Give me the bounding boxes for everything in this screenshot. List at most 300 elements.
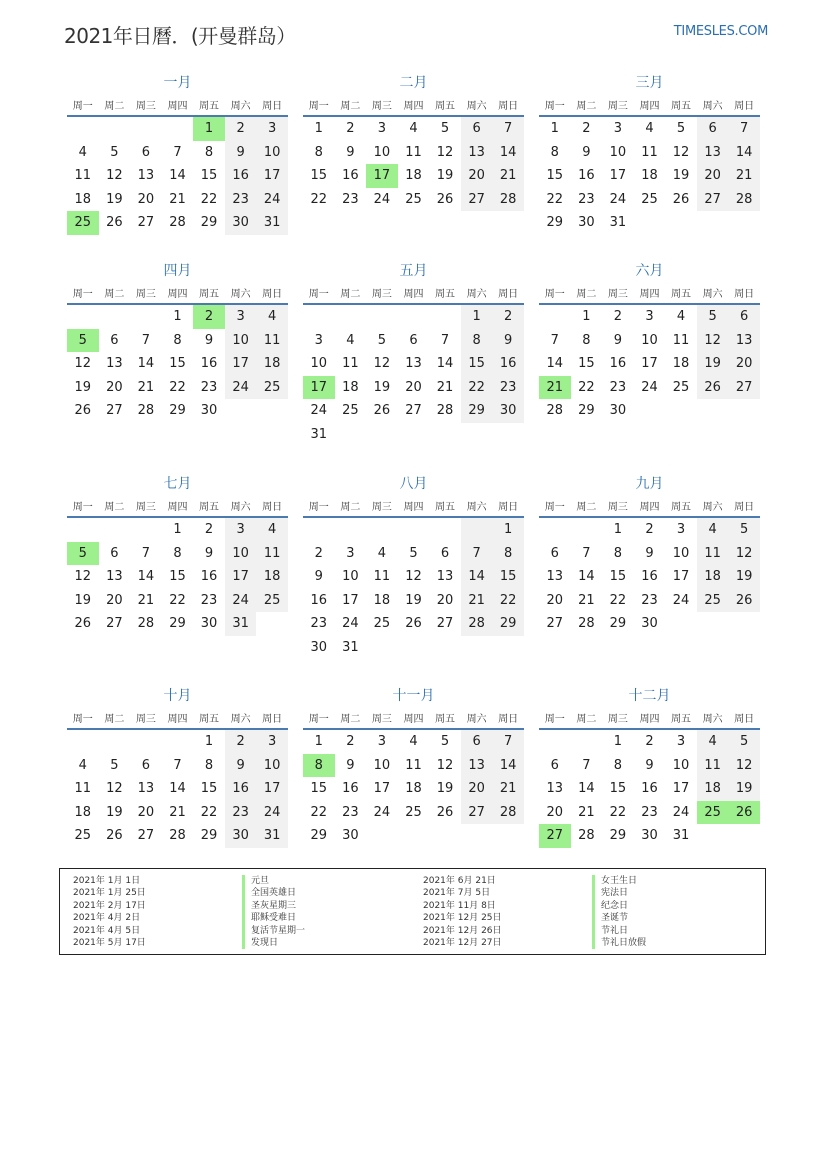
day-cell: 1 bbox=[193, 117, 225, 141]
weekday-label: 周二 bbox=[340, 713, 361, 725]
day-cell: 14 bbox=[137, 569, 155, 584]
weekday-header bbox=[539, 494, 760, 518]
day-cell: 28 bbox=[137, 616, 155, 631]
day-cell: 18 bbox=[74, 191, 92, 207]
weekday-header bbox=[539, 93, 760, 117]
day-cell: 30 bbox=[641, 828, 658, 843]
empty-cell bbox=[492, 636, 524, 660]
day-cell: 2 bbox=[346, 734, 355, 749]
day-cell: 9 bbox=[346, 144, 355, 160]
weekday-header bbox=[303, 494, 524, 518]
day-cell: 26 bbox=[728, 801, 760, 825]
day-cell: 24 bbox=[256, 801, 288, 825]
month-name: 七月 bbox=[163, 476, 192, 492]
day-cell: 13 bbox=[436, 569, 454, 584]
day-cell: 4 bbox=[346, 332, 355, 348]
day-cell: 6 bbox=[728, 305, 760, 329]
day-cell: 15 bbox=[492, 565, 524, 589]
day-cell: 26 bbox=[672, 191, 690, 207]
weekday-label: 周一 bbox=[308, 288, 329, 300]
weekday-label: 周六 bbox=[230, 713, 251, 725]
day-cell: 12 bbox=[106, 781, 123, 796]
legend-date: 2021年 12月 26日 bbox=[423, 925, 502, 936]
day-cell: 11 bbox=[373, 569, 391, 584]
empty-cell bbox=[335, 423, 367, 447]
day-cell: 16 bbox=[641, 781, 658, 796]
day-cell: 9 bbox=[225, 754, 257, 778]
day-grid bbox=[539, 117, 760, 235]
legend-holiday-name: 复活节星期一 bbox=[242, 925, 305, 937]
day-cell: 16 bbox=[342, 168, 359, 183]
day-grid bbox=[539, 305, 760, 423]
day-cell: 31 bbox=[225, 612, 257, 636]
day-cell: 9 bbox=[204, 332, 214, 348]
month-name: 三月 bbox=[635, 75, 664, 91]
weekday-label: 周六 bbox=[230, 501, 251, 513]
day-cell: 21 bbox=[492, 777, 524, 801]
day-cell: 21 bbox=[578, 804, 595, 820]
day-cell: 17 bbox=[225, 352, 257, 376]
day-grid bbox=[303, 117, 524, 211]
day-cell: 6 bbox=[461, 730, 493, 754]
day-cell: 12 bbox=[373, 356, 391, 371]
day-cell: 12 bbox=[436, 144, 454, 160]
day-cell: 27 bbox=[405, 403, 422, 418]
day-cell: 24 bbox=[373, 804, 391, 820]
day-cell: 15 bbox=[609, 781, 627, 796]
day-cell: 3 bbox=[377, 121, 387, 136]
day-cell: 14 bbox=[578, 569, 595, 584]
day-cell: 10 bbox=[310, 356, 328, 371]
day-cell: 8 bbox=[613, 757, 623, 773]
day-cell: 3 bbox=[314, 332, 323, 348]
empty-cell bbox=[398, 824, 430, 848]
weekday-label: 周一 bbox=[308, 713, 329, 725]
day-cell: 1 bbox=[550, 121, 559, 136]
empty-cell bbox=[162, 117, 194, 141]
day-cell: 20 bbox=[546, 804, 564, 820]
day-cell: 3 bbox=[256, 730, 288, 754]
month-name: 十二月 bbox=[628, 688, 671, 704]
day-cell: 31 bbox=[672, 828, 690, 843]
day-cell: 16 bbox=[492, 352, 524, 376]
empty-cell bbox=[728, 612, 760, 636]
weekday-label: 周三 bbox=[135, 713, 156, 725]
legend-holiday-name: 圣灰星期三 bbox=[242, 900, 305, 912]
weekday-label: 周四 bbox=[167, 501, 188, 513]
day-cell: 1 bbox=[314, 734, 323, 749]
day-cell: 10 bbox=[256, 141, 288, 165]
weekday-label: 周二 bbox=[104, 501, 125, 513]
day-cell: 29 bbox=[609, 828, 627, 843]
day-cell: 6 bbox=[409, 332, 418, 348]
weekday-label: 周五 bbox=[671, 501, 692, 513]
day-cell: 4 bbox=[697, 518, 729, 542]
day-cell: 24 bbox=[225, 376, 257, 400]
day-cell: 29 bbox=[169, 403, 186, 418]
day-cell: 29 bbox=[578, 403, 595, 418]
weekday-label: 周四 bbox=[639, 713, 660, 725]
day-cell: 11 bbox=[74, 168, 92, 183]
legend-holiday-name: 全国英雄日 bbox=[242, 887, 305, 899]
day-cell: 4 bbox=[697, 730, 729, 754]
day-cell: 21 bbox=[492, 164, 524, 188]
day-cell: 9 bbox=[645, 757, 654, 773]
day-cell: 6 bbox=[697, 117, 729, 141]
day-cell: 11 bbox=[256, 329, 288, 353]
day-cell: 15 bbox=[461, 352, 493, 376]
day-cell: 25 bbox=[342, 403, 359, 418]
day-cell: 2 bbox=[582, 121, 591, 136]
day-cell: 11 bbox=[697, 754, 729, 778]
empty-cell bbox=[398, 305, 430, 329]
legend-holiday-name: 节礼日 bbox=[592, 925, 646, 937]
day-cell: 21 bbox=[728, 164, 760, 188]
weekday-label: 周二 bbox=[104, 100, 125, 112]
weekday-label: 周五 bbox=[435, 100, 456, 112]
day-cell: 19 bbox=[106, 804, 123, 820]
day-cell: 28 bbox=[578, 828, 595, 843]
legend-date: 2021年 1月 1日 bbox=[73, 876, 141, 886]
day-cell: 29 bbox=[169, 616, 186, 631]
day-cell: 29 bbox=[609, 616, 627, 631]
day-cell: 12 bbox=[728, 754, 760, 778]
day-cell: 30 bbox=[578, 215, 595, 230]
day-cell: 28 bbox=[492, 188, 524, 212]
legend-date: 2021年 12月 27日 bbox=[423, 938, 502, 949]
day-cell: 3 bbox=[676, 522, 686, 537]
day-cell: 29 bbox=[461, 399, 493, 423]
legend-date: 2021年 4月 2日 bbox=[73, 913, 141, 924]
weekday-header bbox=[67, 494, 288, 518]
day-cell: 12 bbox=[436, 757, 454, 773]
day-cell: 6 bbox=[141, 144, 151, 160]
day-cell: 16 bbox=[310, 592, 328, 608]
weekday-label: 周六 bbox=[702, 288, 723, 300]
day-cell: 28 bbox=[546, 403, 564, 418]
day-cell: 17 bbox=[256, 777, 288, 801]
day-cell: 20 bbox=[728, 352, 760, 376]
legend-holiday-name: 发现日 bbox=[242, 937, 305, 949]
day-cell: 10 bbox=[373, 757, 391, 773]
day-cell: 2 bbox=[193, 305, 225, 329]
day-cell: 21 bbox=[436, 379, 454, 395]
day-cell: 8 bbox=[204, 144, 214, 160]
day-cell: 17 bbox=[373, 781, 391, 796]
weekday-label: 周三 bbox=[371, 713, 392, 725]
day-cell: 4 bbox=[256, 518, 288, 542]
legend-date: 2021年 6月 21日 bbox=[423, 876, 496, 886]
day-cell: 4 bbox=[78, 144, 87, 160]
day-cell: 24 bbox=[373, 191, 391, 207]
legend-dates-col-2 bbox=[423, 875, 502, 949]
day-cell: 18 bbox=[74, 804, 92, 820]
empty-cell bbox=[99, 518, 131, 542]
day-cell: 16 bbox=[641, 569, 658, 584]
day-cell: 7 bbox=[550, 332, 559, 348]
day-cell: 3 bbox=[645, 309, 654, 324]
day-cell: 22 bbox=[578, 379, 595, 395]
day-cell: 30 bbox=[225, 824, 257, 848]
weekday-header bbox=[67, 706, 288, 730]
day-cell: 19 bbox=[728, 777, 760, 801]
day-cell: 23 bbox=[641, 592, 658, 608]
day-cell: 23 bbox=[578, 191, 595, 207]
empty-cell bbox=[67, 305, 99, 329]
day-cell: 24 bbox=[342, 616, 359, 631]
day-cell: 28 bbox=[169, 215, 186, 230]
day-cell: 15 bbox=[200, 168, 218, 183]
day-cell: 1 bbox=[492, 518, 524, 542]
day-cell: 27 bbox=[546, 616, 564, 631]
weekday-label: 周二 bbox=[104, 288, 125, 300]
empty-cell bbox=[429, 305, 461, 329]
day-cell: 11 bbox=[405, 757, 422, 773]
day-cell: 22 bbox=[492, 589, 524, 613]
day-cell: 31 bbox=[256, 211, 288, 235]
empty-cell bbox=[99, 730, 131, 754]
day-cell: 24 bbox=[672, 592, 690, 608]
day-cell: 5 bbox=[377, 332, 387, 348]
day-cell: 27 bbox=[137, 828, 155, 843]
day-cell: 7 bbox=[582, 545, 591, 561]
weekday-label: 周五 bbox=[199, 713, 220, 725]
day-cell: 12 bbox=[405, 569, 422, 584]
empty-cell bbox=[303, 518, 335, 542]
day-cell: 16 bbox=[578, 168, 595, 183]
weekday-label: 周一 bbox=[308, 100, 329, 112]
day-cell: 27 bbox=[539, 824, 571, 848]
day-cell: 21 bbox=[169, 191, 186, 207]
day-cell: 8 bbox=[303, 754, 335, 778]
day-cell: 27 bbox=[461, 801, 493, 825]
empty-cell bbox=[398, 636, 430, 660]
day-cell: 26 bbox=[728, 589, 760, 613]
weekday-header bbox=[303, 93, 524, 117]
day-cell: 22 bbox=[546, 191, 564, 207]
day-cell: 19 bbox=[373, 379, 391, 395]
day-cell: 13 bbox=[546, 781, 564, 796]
empty-cell bbox=[461, 518, 493, 542]
day-cell: 22 bbox=[609, 592, 627, 608]
empty-cell bbox=[366, 518, 398, 542]
day-cell: 5 bbox=[728, 730, 760, 754]
weekday-label: 周三 bbox=[607, 288, 628, 300]
day-cell: 16 bbox=[225, 164, 257, 188]
day-cell: 19 bbox=[672, 168, 690, 183]
empty-cell bbox=[461, 636, 493, 660]
day-cell: 24 bbox=[256, 188, 288, 212]
day-cell: 6 bbox=[550, 757, 559, 773]
day-cell: 2 bbox=[645, 522, 654, 537]
legend-holiday-name: 节礼日放假 bbox=[592, 937, 646, 949]
day-cell: 3 bbox=[676, 734, 686, 749]
day-cell: 26 bbox=[106, 828, 123, 843]
day-cell: 19 bbox=[436, 781, 454, 796]
weekday-label: 周一 bbox=[544, 713, 565, 725]
day-cell: 27 bbox=[106, 403, 123, 418]
weekday-label: 周一 bbox=[72, 501, 93, 513]
day-grid bbox=[67, 730, 288, 848]
day-cell: 11 bbox=[256, 542, 288, 566]
empty-cell bbox=[539, 305, 571, 329]
day-cell: 25 bbox=[405, 191, 422, 207]
empty-cell bbox=[130, 117, 162, 141]
empty-cell bbox=[539, 730, 571, 754]
legend-holiday-name: 女王生日 bbox=[592, 875, 646, 887]
legend-holiday-name: 耶稣受难日 bbox=[242, 912, 305, 924]
day-cell: 7 bbox=[141, 545, 151, 561]
day-cell: 16 bbox=[200, 356, 218, 371]
day-cell: 20 bbox=[137, 191, 155, 207]
day-cell: 15 bbox=[310, 781, 328, 796]
month-name: 一月 bbox=[163, 75, 192, 91]
day-cell: 14 bbox=[492, 754, 524, 778]
day-cell: 30 bbox=[310, 639, 328, 655]
day-cell: 7 bbox=[173, 144, 182, 160]
weekday-label: 周三 bbox=[135, 288, 156, 300]
weekday-label: 周一 bbox=[72, 713, 93, 725]
day-cell: 8 bbox=[314, 144, 323, 160]
weekday-label: 周四 bbox=[403, 288, 424, 300]
weekday-header bbox=[67, 93, 288, 117]
weekday-label: 周三 bbox=[135, 100, 156, 112]
weekday-label: 周三 bbox=[607, 100, 628, 112]
day-cell: 16 bbox=[225, 777, 257, 801]
weekday-label: 周二 bbox=[576, 713, 597, 725]
day-cell: 13 bbox=[461, 754, 493, 778]
day-cell: 28 bbox=[492, 801, 524, 825]
day-cell: 7 bbox=[728, 117, 760, 141]
day-cell: 14 bbox=[436, 356, 454, 371]
empty-cell bbox=[99, 117, 131, 141]
weekday-header bbox=[303, 706, 524, 730]
day-cell: 18 bbox=[373, 592, 391, 608]
weekday-label: 周一 bbox=[72, 100, 93, 112]
weekday-label: 周三 bbox=[135, 501, 156, 513]
day-cell: 25 bbox=[373, 616, 391, 631]
day-cell: 18 bbox=[405, 781, 422, 796]
weekday-label: 周一 bbox=[544, 100, 565, 112]
empty-cell bbox=[303, 305, 335, 329]
day-cell: 24 bbox=[672, 804, 690, 820]
day-cell: 2 bbox=[225, 730, 257, 754]
day-cell: 14 bbox=[137, 356, 155, 371]
day-cell: 11 bbox=[342, 356, 359, 371]
weekday-label: 周二 bbox=[340, 288, 361, 300]
empty-cell bbox=[728, 211, 760, 235]
month-block bbox=[539, 73, 760, 235]
empty-cell bbox=[67, 117, 99, 141]
day-cell: 13 bbox=[137, 168, 155, 183]
day-cell: 3 bbox=[346, 545, 355, 561]
day-cell: 3 bbox=[377, 734, 387, 749]
month-name: 六月 bbox=[635, 263, 664, 279]
day-cell: 23 bbox=[225, 188, 257, 212]
empty-cell bbox=[634, 211, 666, 235]
day-cell: 7 bbox=[440, 332, 450, 348]
day-cell: 11 bbox=[672, 332, 690, 348]
day-cell: 25 bbox=[405, 804, 422, 820]
day-cell: 11 bbox=[74, 781, 92, 796]
day-cell: 4 bbox=[256, 305, 288, 329]
weekday-label: 周一 bbox=[544, 288, 565, 300]
page-title: 2021年日曆．(开曼群岛） bbox=[64, 24, 296, 48]
month-block bbox=[303, 261, 524, 446]
day-cell: 13 bbox=[106, 569, 123, 584]
day-cell: 19 bbox=[728, 565, 760, 589]
day-cell: 10 bbox=[225, 329, 257, 353]
day-cell: 21 bbox=[578, 592, 595, 608]
day-cell: 25 bbox=[256, 589, 288, 613]
day-cell: 19 bbox=[74, 379, 92, 395]
month-name: 十月 bbox=[163, 688, 192, 704]
weekday-label: 周二 bbox=[340, 501, 361, 513]
day-cell: 5 bbox=[697, 305, 729, 329]
empty-cell bbox=[398, 423, 430, 447]
day-cell: 23 bbox=[342, 804, 359, 820]
day-cell: 19 bbox=[405, 592, 422, 608]
weekday-label: 周日 bbox=[734, 713, 755, 725]
day-cell: 29 bbox=[200, 828, 218, 843]
day-cell: 22 bbox=[169, 592, 186, 608]
day-cell: 21 bbox=[539, 376, 571, 400]
legend-date: 2021年 7月 5日 bbox=[423, 888, 491, 899]
legend-holiday-name: 纪念日 bbox=[592, 900, 646, 912]
weekday-label: 周四 bbox=[167, 288, 188, 300]
day-cell: 13 bbox=[546, 569, 564, 584]
weekday-label: 周六 bbox=[466, 501, 487, 513]
legend-date: 2021年 12月 25日 bbox=[423, 913, 502, 924]
day-cell: 20 bbox=[461, 777, 493, 801]
day-cell: 8 bbox=[613, 545, 623, 561]
weekday-label: 周六 bbox=[466, 100, 487, 112]
weekday-label: 周五 bbox=[671, 100, 692, 112]
empty-cell bbox=[130, 518, 162, 542]
empty-cell bbox=[366, 423, 398, 447]
day-cell: 25 bbox=[67, 211, 99, 235]
day-cell: 11 bbox=[697, 542, 729, 566]
legend-date: 2021年 11月 8日 bbox=[423, 900, 496, 911]
empty-cell bbox=[366, 824, 398, 848]
day-cell: 28 bbox=[578, 616, 595, 631]
day-cell: 22 bbox=[609, 804, 627, 820]
day-cell: 18 bbox=[256, 565, 288, 589]
day-cell: 5 bbox=[110, 757, 119, 773]
weekday-label: 周五 bbox=[435, 288, 456, 300]
day-cell: 20 bbox=[697, 164, 729, 188]
site-name: TIMESLES.COM bbox=[673, 24, 768, 39]
day-cell: 25 bbox=[641, 191, 658, 207]
weekday-label: 周二 bbox=[576, 288, 597, 300]
day-cell: 25 bbox=[74, 828, 92, 843]
weekday-label: 周日 bbox=[498, 713, 519, 725]
day-grid bbox=[303, 305, 524, 446]
day-cell: 6 bbox=[141, 757, 151, 773]
weekday-label: 周日 bbox=[262, 713, 283, 725]
day-cell: 9 bbox=[204, 545, 214, 561]
month-block bbox=[67, 686, 288, 848]
day-cell: 7 bbox=[173, 757, 182, 773]
day-cell: 4 bbox=[409, 121, 418, 136]
day-cell: 26 bbox=[405, 616, 422, 631]
day-cell: 7 bbox=[492, 117, 524, 141]
day-cell: 6 bbox=[550, 545, 559, 561]
day-cell: 8 bbox=[173, 332, 182, 348]
day-cell: 27 bbox=[697, 188, 729, 212]
day-cell: 12 bbox=[672, 144, 690, 160]
day-cell: 13 bbox=[728, 329, 760, 353]
